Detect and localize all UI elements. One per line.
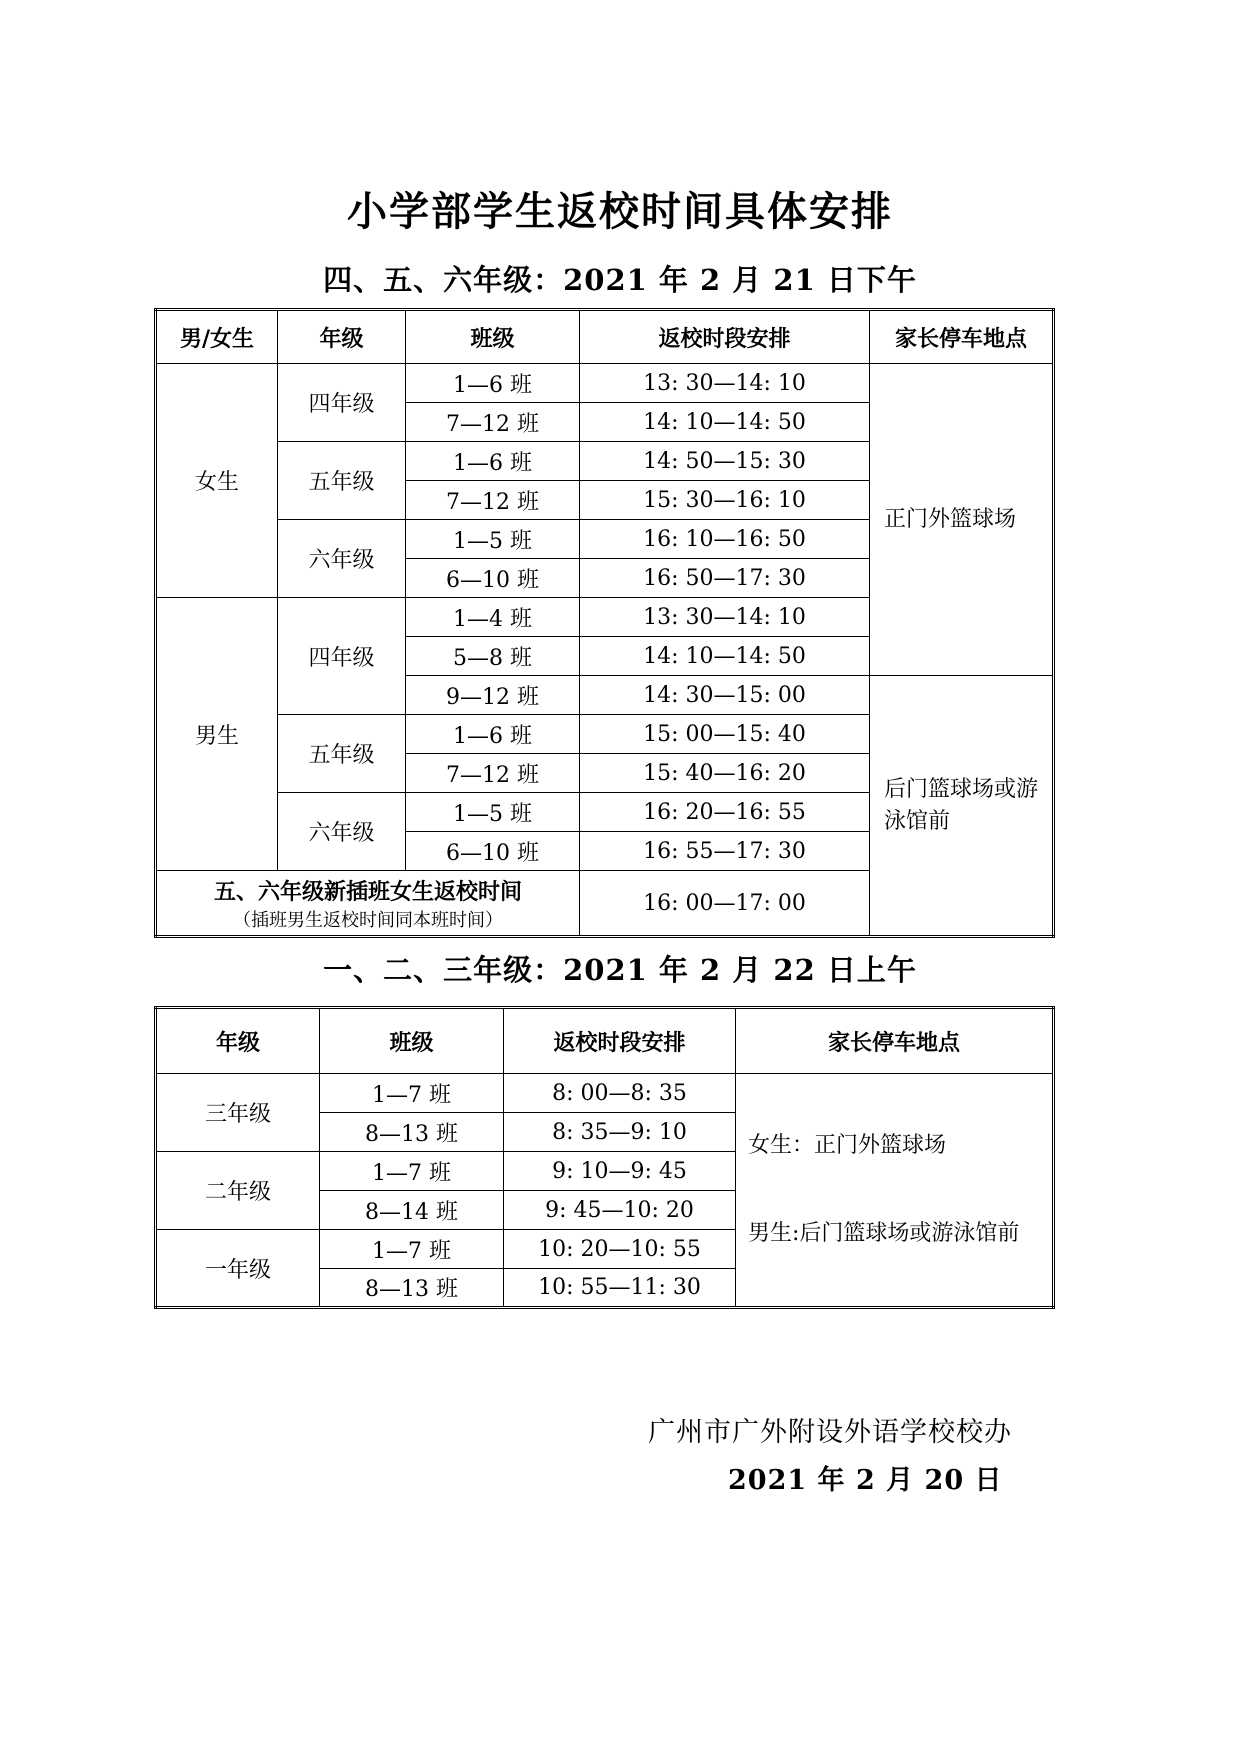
section2-heading: 一、二、三年级：2021 年 2 月 22 日上午 [323, 953, 917, 987]
header-grade: 年级 [156, 1008, 320, 1074]
grade-cell: 六年级 [278, 520, 406, 598]
time-cell: 15: 30—16: 10 [580, 481, 870, 520]
class-cell: 1—6 班 [406, 442, 580, 481]
new-students-note: （插班男生返校时间同本班时间） [233, 909, 503, 931]
time-cell: 14: 50—15: 30 [580, 442, 870, 481]
time-cell: 15: 40—16: 20 [580, 754, 870, 793]
signature-date: 2021 年 2 月 20 日 [728, 1465, 1003, 1496]
class-cell: 6—10 班 [406, 832, 580, 871]
parking-cell [736, 1074, 1054, 1308]
grade-cell: 一年级 [156, 1230, 320, 1308]
time-cell: 8: 00—8: 35 [504, 1074, 736, 1113]
parking-male: 男生:后门篮球场或游泳馆前 [748, 1221, 1020, 1246]
header-time: 返校时段安排 [580, 310, 870, 364]
class-cell: 5—8 班 [406, 637, 580, 676]
class-cell: 9—12 班 [406, 676, 580, 715]
header-parking: 家长停车地点 [870, 310, 1054, 364]
time-cell: 16: 50—17: 30 [580, 559, 870, 598]
grade-cell: 六年级 [278, 793, 406, 871]
time-cell: 16: 00—17: 00 [580, 871, 870, 937]
time-cell: 14: 10—14: 50 [580, 637, 870, 676]
class-cell: 1—5 班 [406, 520, 580, 559]
class-cell: 1—7 班 [320, 1152, 504, 1191]
parking-female: 女生：正门外篮球场 [748, 1133, 947, 1158]
class-cell: 8—13 班 [320, 1113, 504, 1152]
header-class: 班级 [320, 1008, 504, 1074]
gender-male: 男生 [156, 598, 278, 871]
table-header-row [156, 310, 1054, 364]
header-parking: 家长停车地点 [736, 1008, 1054, 1074]
class-cell: 6—10 班 [406, 559, 580, 598]
grade-cell: 三年级 [156, 1074, 320, 1152]
schedule-table-grades-4-6 [154, 308, 1055, 938]
grade-cell: 五年级 [278, 715, 406, 793]
time-cell: 9: 45—10: 20 [504, 1191, 736, 1230]
header-time: 返校时段安排 [504, 1008, 736, 1074]
new-students-label: 五、六年级新插班女生返校时间 [213, 878, 522, 905]
class-cell: 1—5 班 [406, 793, 580, 832]
section1-heading: 四、五、六年级：2021 年 2 月 21 日下午 [323, 263, 917, 297]
class-cell: 1—6 班 [406, 364, 580, 403]
parking-female: 正门外篮球场 [870, 364, 1054, 676]
grade-cell: 四年级 [278, 598, 406, 715]
time-cell: 16: 10—16: 50 [580, 520, 870, 559]
time-cell: 14: 10—14: 50 [580, 403, 870, 442]
time-cell: 9: 10—9: 45 [504, 1152, 736, 1191]
time-cell: 14: 30—15: 00 [580, 676, 870, 715]
table-row [156, 364, 1054, 403]
time-cell: 13: 30—14: 10 [580, 364, 870, 403]
header-class: 班级 [406, 310, 580, 364]
grade-cell: 五年级 [278, 442, 406, 520]
schedule-table-grades-1-3 [154, 1006, 1055, 1309]
new-students-label-cell [156, 871, 580, 937]
time-cell: 10: 20—10: 55 [504, 1230, 736, 1269]
header-gender: 男/女生 [156, 310, 278, 364]
class-cell: 1—6 班 [406, 715, 580, 754]
time-cell: 15: 00—15: 40 [580, 715, 870, 754]
class-cell: 8—13 班 [320, 1269, 504, 1308]
time-cell: 8: 35—9: 10 [504, 1113, 736, 1152]
time-cell: 10: 55—11: 30 [504, 1269, 736, 1308]
class-cell: 8—14 班 [320, 1191, 504, 1230]
time-cell: 16: 20—16: 55 [580, 793, 870, 832]
class-cell: 1—7 班 [320, 1230, 504, 1269]
table-row [156, 1074, 1054, 1113]
class-cell: 7—12 班 [406, 754, 580, 793]
time-cell: 16: 55—17: 30 [580, 832, 870, 871]
grade-cell: 四年级 [278, 364, 406, 442]
class-cell: 1—7 班 [320, 1074, 504, 1113]
grade-cell: 二年级 [156, 1152, 320, 1230]
gender-female: 女生 [156, 364, 278, 598]
header-grade: 年级 [278, 310, 406, 364]
parking-male: 后门篮球场或游泳馆前 [870, 676, 1054, 937]
class-cell: 7—12 班 [406, 403, 580, 442]
signature-org: 广州市广外附设外语学校校办 [648, 1417, 1012, 1448]
page-title: 小学部学生返校时间具体安排 [347, 188, 893, 235]
class-cell: 1—4 班 [406, 598, 580, 637]
time-cell: 13: 30—14: 10 [580, 598, 870, 637]
table-header-row [156, 1008, 1054, 1074]
class-cell: 7—12 班 [406, 481, 580, 520]
